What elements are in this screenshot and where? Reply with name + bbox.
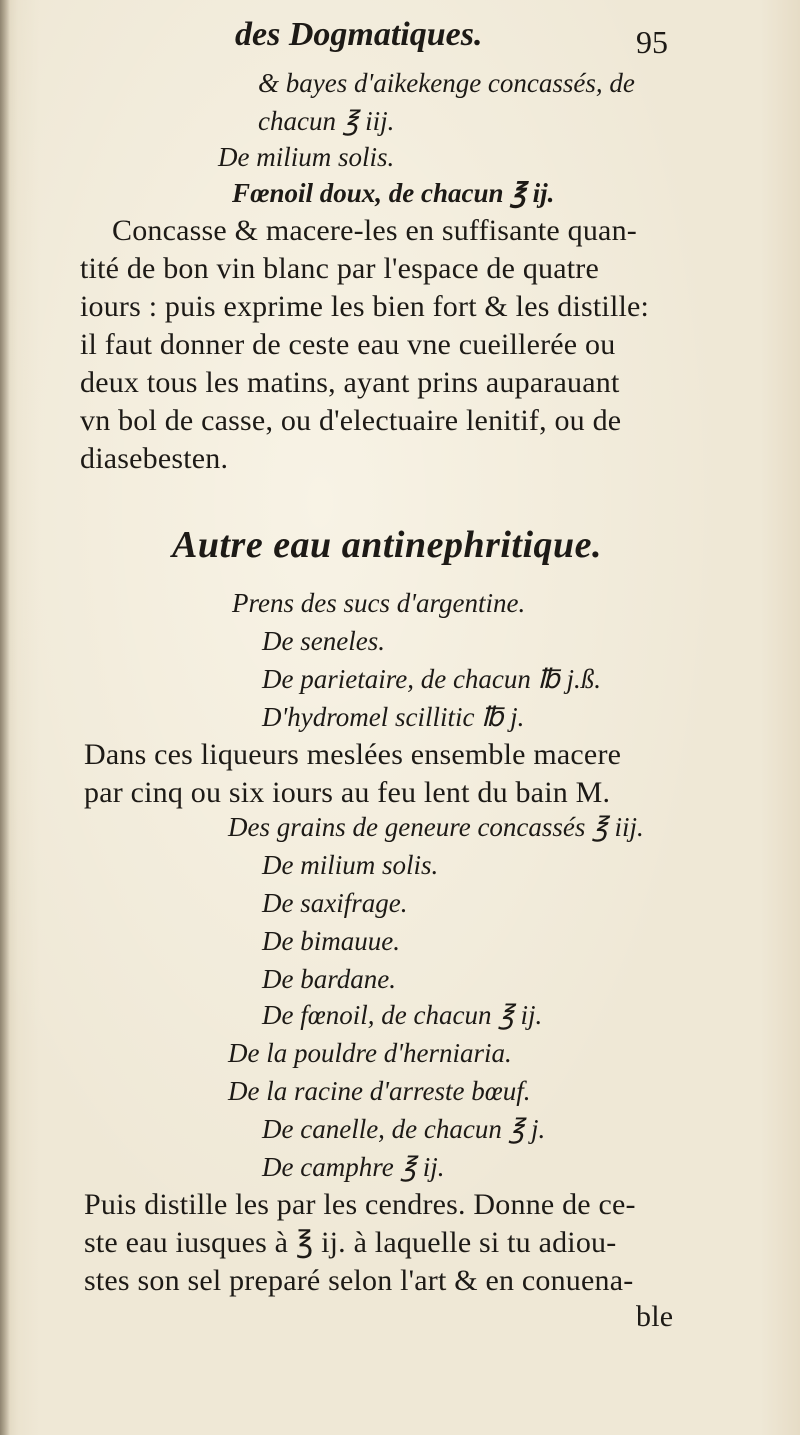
body-text-line: par cinq ou six iours au feu lent du bain M. — [84, 776, 611, 809]
recipe-line: Fœnoil doux, de chacun ℥ ij. — [232, 178, 555, 208]
recipe-line: De saxifrage. — [262, 888, 408, 918]
recipe-line: De la racine d'arreste bœuf. — [228, 1076, 531, 1106]
page-number: 95 — [636, 24, 668, 60]
body-text-line: tité de bon vin blanc par l'espace de quatre — [80, 252, 599, 285]
section-title: Autre eau antinephritique. — [172, 524, 603, 566]
body-text-line: deux tous les matins, ayant prins auparauant — [80, 366, 620, 399]
recipe-line: Prens des sucs d'argentine. — [232, 588, 526, 618]
body-text-line: stes son sel preparé selon l'art & en conuena- — [84, 1264, 634, 1297]
recipe-line: De seneles. — [262, 626, 385, 656]
body-text-line: il faut donner de ceste eau vne cueillerée ou — [80, 328, 616, 361]
body-text-line: Concasse & macere-les en suffisante quan- — [112, 214, 637, 247]
body-text-line: vn bol de casse, ou d'electuaire lenitif, ou de — [80, 404, 622, 437]
recipe-line: D'hydromel scillitic ℔ j. — [262, 702, 525, 732]
recipe-line: De milium solis. — [262, 850, 439, 880]
body-text-line: diasebesten. — [80, 442, 229, 475]
recipe-line: De milium solis. — [218, 142, 395, 172]
body-text-line: iours : puis exprime les bien fort & les distille: — [80, 290, 650, 323]
catchword: ble — [636, 1300, 674, 1333]
recipe-line: De la pouldre d'herniaria. — [228, 1038, 512, 1068]
recipe-line: Des grains de geneure concassés ℥ iij. — [228, 812, 644, 842]
body-text-line: ste eau iusques à ℥ ij. à laquelle si tu adiou- — [84, 1226, 617, 1259]
recipe-line: De bardane. — [262, 964, 396, 994]
body-text-line: Puis distille les par les cendres. Donne de ce- — [84, 1188, 636, 1221]
recipe-line: De canelle, de chacun ℥ j. — [262, 1114, 546, 1144]
recipe-line: De parietaire, de chacun ℔ j.ß. — [262, 664, 602, 694]
recipe-line: chacun ℥ iij. — [258, 106, 395, 136]
running-title: des Dogmatiques. — [235, 16, 483, 53]
recipe-line: De fœnoil, de chacun ℥ ij. — [262, 1000, 543, 1030]
body-text-line: Dans ces liqueurs meslées ensemble macere — [84, 738, 622, 771]
recipe-line: De camphre ℥ ij. — [262, 1152, 445, 1182]
recipe-line: De bimauue. — [262, 926, 400, 956]
recipe-line: & bayes d'aikekenge concassés, de — [258, 68, 635, 98]
page-gutter-shadow — [0, 0, 10, 1435]
